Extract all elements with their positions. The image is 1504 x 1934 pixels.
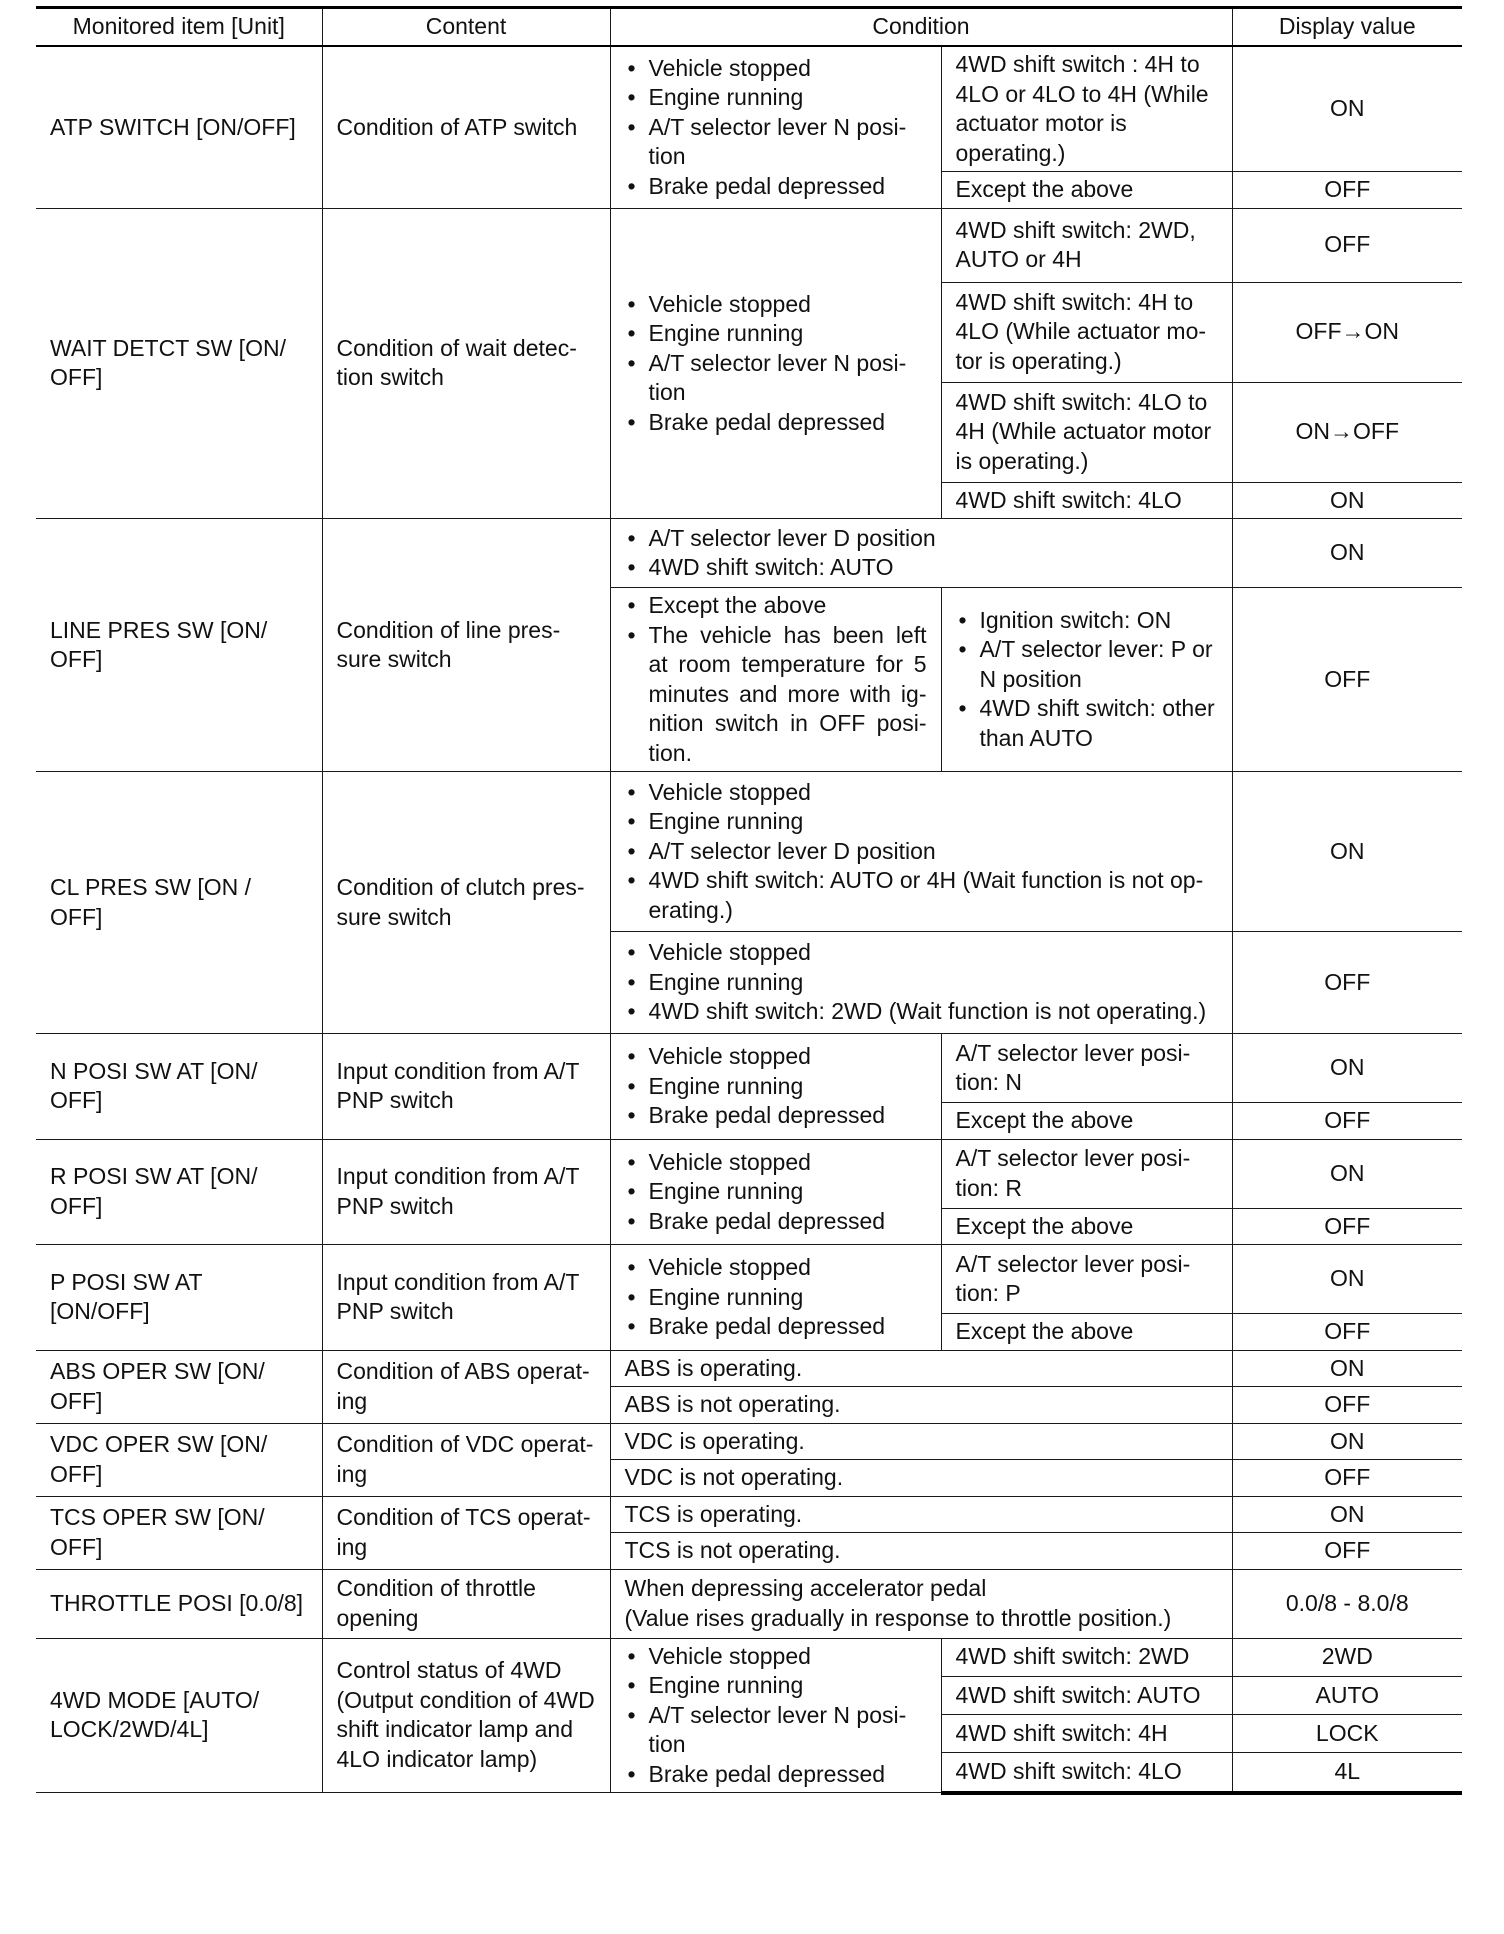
item-atp-switch: ATP SWITCH [ON/OFF] [36, 46, 322, 208]
condition-tcs-on: TCS is operating. [610, 1496, 1232, 1533]
condition-bullet: • Engine running [625, 1177, 927, 1207]
table-row [36, 1569, 1462, 1638]
item-cl-pres-sw: CL PRES SW [ON / OFF] [36, 772, 322, 1034]
condition-vdc-on: VDC is operating. [610, 1423, 1232, 1460]
content-p-posi-sw: Input condition from A/T PNP switch [322, 1245, 610, 1351]
condition-bullet: • Except the above [625, 591, 927, 621]
display-value: ON [1232, 1034, 1462, 1103]
content-abs-oper-sw: Condition of ABS operat-ing [322, 1350, 610, 1423]
condition-cl-pres-on [610, 772, 1232, 932]
condition-bullet: • Engine running [625, 1283, 927, 1313]
condition-line-pres-off [610, 588, 941, 772]
condition-bullet: • 4WD shift switch: other than AUTO [956, 694, 1218, 753]
display-value: OFF [1232, 1533, 1462, 1570]
display-value: ON [1232, 482, 1462, 519]
display-value: ON [1232, 1245, 1462, 1314]
display-value: ON [1232, 772, 1462, 932]
display-value: AUTO [1232, 1676, 1462, 1714]
item-tcs-oper-sw: TCS OPER SW [ON/ OFF] [36, 1496, 322, 1569]
display-value: OFF [1232, 1103, 1462, 1140]
display-value: 4L [1232, 1753, 1462, 1793]
condition-atp-switch [610, 46, 941, 208]
condition-bullet: • 4WD shift switch: AUTO [625, 553, 1218, 583]
table-row [36, 1245, 1462, 1314]
monitor-table [36, 6, 1462, 1795]
condition-line-pres-on [610, 519, 1232, 588]
condition-bullet: • Brake pedal depressed [625, 1760, 927, 1790]
subcondition: 4WD shift switch: 4LO to 4H (While actuator motor is operating.) [941, 382, 1232, 482]
condition-bullet: • 4WD shift switch: AUTO or 4H (Wait function is not op-erating.) [625, 866, 1218, 925]
condition-bullet: • Engine running [625, 1671, 927, 1701]
display-value: ON [1232, 1423, 1462, 1460]
subcondition: 4WD shift switch: 4H to 4LO (While actuator mo-tor is operating.) [941, 282, 1232, 382]
table-row [36, 1496, 1462, 1533]
subcondition: Except the above [941, 172, 1232, 209]
table-row [36, 1139, 1462, 1208]
condition-bullet: • Brake pedal depressed [625, 1207, 927, 1237]
condition-bullet: • The vehicle has been left at room temperature for 5 minutes and more with ig-nition switch in OFF posi-tion. [625, 621, 927, 769]
table-row [36, 1034, 1462, 1103]
condition-bullet: • 4WD shift switch: 2WD (Wait function is not operating.) [625, 997, 1218, 1027]
display-value: OFF [1232, 1387, 1462, 1424]
condition-bullet: • A/T selector lever D position [625, 837, 1218, 867]
header-monitored-item: Monitored item [Unit] [36, 8, 322, 47]
subcondition: 4WD shift switch: 2WD [941, 1638, 1232, 1676]
content-r-posi-sw: Input condition from A/T PNP switch [322, 1139, 610, 1245]
condition-bullet: • Brake pedal depressed [625, 172, 927, 202]
header-row [36, 8, 1462, 47]
condition-bullet: • Engine running [625, 319, 927, 349]
condition-wait-detct-sw [610, 208, 941, 519]
subcondition: 4WD shift switch : 4H to 4LO or 4LO to 4H (While actuator motor is operating.) [941, 46, 1232, 172]
condition-vdc-off: VDC is not operating. [610, 1460, 1232, 1497]
condition-bullet: • A/T selector lever N posi-tion [625, 349, 927, 408]
table-row [36, 208, 1462, 282]
display-value: LOCK [1232, 1714, 1462, 1752]
condition-bullet: • Ignition switch: ON [956, 606, 1218, 636]
condition-abs-on: ABS is operating. [610, 1350, 1232, 1387]
subcondition [941, 588, 1232, 772]
condition-bullet: • Vehicle stopped [625, 290, 927, 320]
condition-bullet: • Brake pedal depressed [625, 1101, 927, 1131]
header-content: Content [322, 8, 610, 47]
condition-cl-pres-off [610, 932, 1232, 1034]
condition-bullet: • Vehicle stopped [625, 54, 927, 84]
condition-bullet: • Vehicle stopped [625, 938, 1218, 968]
condition-n-posi-sw [610, 1034, 941, 1140]
condition-bullet: • A/T selector lever: P or N position [956, 635, 1218, 694]
display-value: ON→OFF [1232, 382, 1462, 482]
subcondition: 4WD shift switch: 4H [941, 1714, 1232, 1752]
content-4wd-mode: Control status of 4WD (Output condition of 4WD shift indicator lamp and 4LO indicator lamp) [322, 1638, 610, 1793]
item-p-posi-sw: P POSI SW AT [ON/OFF] [36, 1245, 322, 1351]
table-row [36, 519, 1462, 588]
subcondition: A/T selector lever posi-tion: N [941, 1034, 1232, 1103]
display-value: OFF [1232, 208, 1462, 282]
display-value: ON [1232, 519, 1462, 588]
item-vdc-oper-sw: VDC OPER SW [ON/ OFF] [36, 1423, 322, 1496]
condition-bullet: • Brake pedal depressed [625, 408, 927, 438]
condition-bullet: • Engine running [625, 83, 927, 113]
subcondition: 4WD shift switch: 2WD, AUTO or 4H [941, 208, 1232, 282]
condition-abs-off: ABS is not operating. [610, 1387, 1232, 1424]
content-cl-pres-sw: Condition of clutch pres-sure switch [322, 772, 610, 1034]
condition-bullet: • A/T selector lever N posi-tion [625, 1701, 927, 1760]
condition-r-posi-sw [610, 1139, 941, 1245]
condition-4wd-mode [610, 1638, 941, 1793]
subcondition: Except the above [941, 1208, 1232, 1245]
display-value: ON [1232, 46, 1462, 172]
display-value: OFF [1232, 1314, 1462, 1351]
condition-bullet: • A/T selector lever N posi-tion [625, 113, 927, 172]
condition-bullet: • Vehicle stopped [625, 1642, 927, 1672]
item-n-posi-sw: N POSI SW AT [ON/ OFF] [36, 1034, 322, 1140]
condition-bullet: • Engine running [625, 807, 1218, 837]
item-r-posi-sw: R POSI SW AT [ON/ OFF] [36, 1139, 322, 1245]
display-value: OFF [1232, 1460, 1462, 1497]
header-display-value: Display value [1232, 8, 1462, 47]
display-value: OFF→ON [1232, 282, 1462, 382]
subcondition: A/T selector lever posi-tion: R [941, 1139, 1232, 1208]
condition-tcs-off: TCS is not operating. [610, 1533, 1232, 1570]
subcondition: 4WD shift switch: AUTO [941, 1676, 1232, 1714]
condition-bullet: • Engine running [625, 1072, 927, 1102]
subcondition: Except the above [941, 1103, 1232, 1140]
condition-p-posi-sw [610, 1245, 941, 1351]
subcondition: A/T selector lever posi-tion: P [941, 1245, 1232, 1314]
item-wait-detct-sw: WAIT DETCT SW [ON/ OFF] [36, 208, 322, 519]
content-line-pres-sw: Condition of line pres-sure switch [322, 519, 610, 772]
table-row [36, 1638, 1462, 1676]
condition-bullet: • Vehicle stopped [625, 1042, 927, 1072]
display-value: 0.0/8 - 8.0/8 [1232, 1569, 1462, 1638]
display-value: OFF [1232, 588, 1462, 772]
header-condition: Condition [610, 8, 1232, 47]
condition-bullet: • Vehicle stopped [625, 1148, 927, 1178]
display-value: OFF [1232, 932, 1462, 1034]
condition-bullet: • Brake pedal depressed [625, 1312, 927, 1342]
item-abs-oper-sw: ABS OPER SW [ON/ OFF] [36, 1350, 322, 1423]
subcondition: Except the above [941, 1314, 1232, 1351]
content-atp-switch: Condition of ATP switch [322, 46, 610, 208]
display-value: ON [1232, 1496, 1462, 1533]
condition-throttle-posi [610, 1569, 1232, 1638]
display-value: 2WD [1232, 1638, 1462, 1676]
content-throttle-posi: Condition of throttle opening [322, 1569, 610, 1638]
content-tcs-oper-sw: Condition of TCS operat-ing [322, 1496, 610, 1569]
item-line-pres-sw: LINE PRES SW [ON/ OFF] [36, 519, 322, 772]
item-4wd-mode: 4WD MODE [AUTO/ LOCK/2WD/4L] [36, 1638, 322, 1793]
condition-bullet: • Vehicle stopped [625, 1253, 927, 1283]
table-row [36, 46, 1462, 172]
condition-line: When depressing accelerator pedal [624, 1575, 987, 1601]
table-row [36, 772, 1462, 932]
content-n-posi-sw: Input condition from A/T PNP switch [322, 1034, 610, 1140]
item-throttle-posi: THROTTLE POSI [0.0/8] [36, 1569, 322, 1638]
condition-bullet: • Engine running [625, 968, 1218, 998]
table-row [36, 1423, 1462, 1460]
content-wait-detct-sw: Condition of wait detec-tion switch [322, 208, 610, 519]
content-vdc-oper-sw: Condition of VDC operat-ing [322, 1423, 610, 1496]
display-value: ON [1232, 1350, 1462, 1387]
display-value: ON [1232, 1139, 1462, 1208]
condition-line: (Value rises gradually in response to throttle position.) [624, 1604, 1172, 1631]
table-row [36, 1350, 1462, 1387]
subcondition: 4WD shift switch: 4LO [941, 1753, 1232, 1793]
display-value: OFF [1232, 172, 1462, 209]
condition-bullet: • Vehicle stopped [625, 778, 1218, 808]
condition-bullet: • A/T selector lever D position [625, 524, 1218, 554]
subcondition: 4WD shift switch: 4LO [941, 482, 1232, 519]
display-value: OFF [1232, 1208, 1462, 1245]
